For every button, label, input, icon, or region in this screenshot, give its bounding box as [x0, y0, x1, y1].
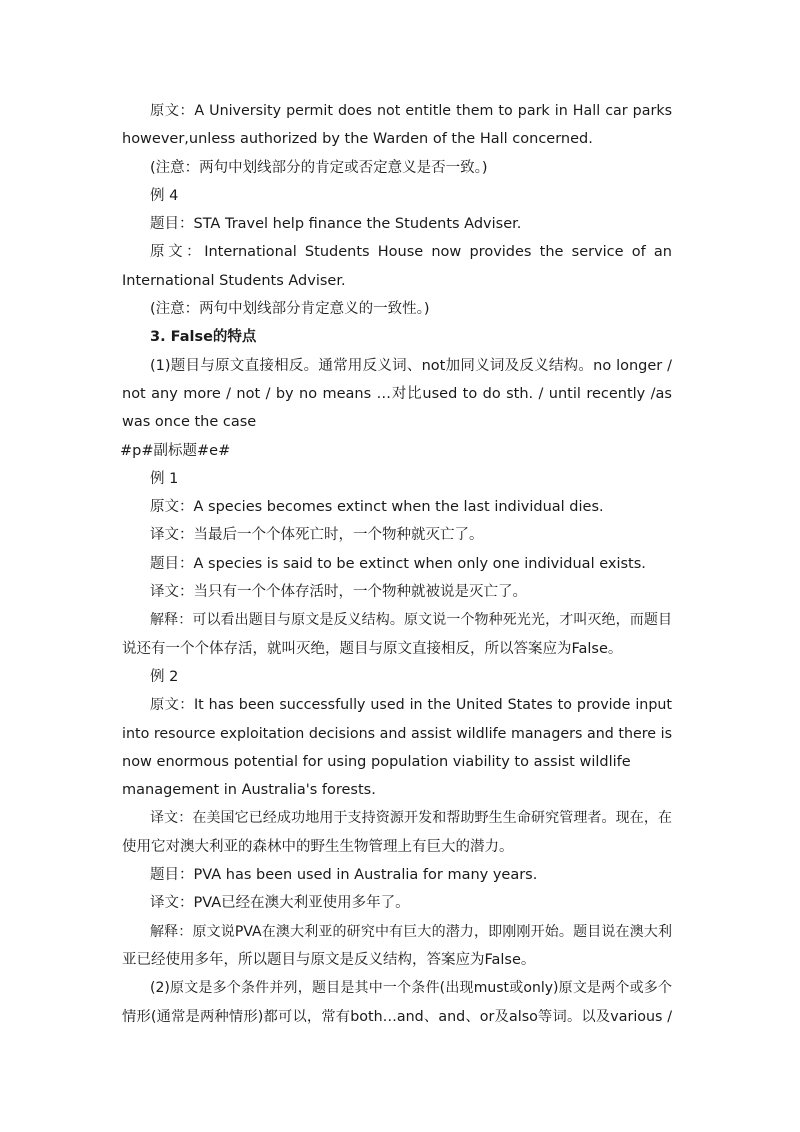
- text-line: management in Australia's forests.: [122, 782, 376, 799]
- text-line: 解释：原文说PVA在澳大利亚的研究中有巨大的潜力，即刚刚开始。题目说在澳大利: [150, 923, 672, 940]
- example-heading: 例 2: [150, 668, 179, 685]
- text-line: 使用它对澳大利亚的森林中的野生生物管理上有巨大的潜力。: [122, 838, 514, 855]
- text-line: 原文：International Students House now provides the service of an: [150, 244, 672, 261]
- text-line: 亚已经使用多年，所以题目与原文是反义结构，答案应为False。: [122, 951, 536, 968]
- text-line: not any more / not / by no means …对比used to do sth. / until recently /as: [122, 385, 672, 402]
- subtitle-marker: #p#副标题#e#: [120, 442, 231, 459]
- text-line: 译文：在美国它已经成功地用于支持资源开发和帮助野生生命研究管理者。现在，在: [150, 810, 672, 827]
- text-line: 原文：A University permit does not entitle them to park in Hall car parks: [150, 103, 672, 119]
- text-line: now enormous potential for using population viability to assist wildlife: [122, 753, 631, 770]
- text-line: 情形(通常是两种情形)都可以，常有both…and、and、or及also等词。以及various /: [122, 1008, 672, 1025]
- text-line: 译文：PVA已经在澳大利亚使用多年了。: [150, 895, 410, 912]
- text-line: (1)题目与原文直接相反。通常用反义词、not加同义词及反义结构。no longer /: [150, 357, 672, 374]
- text-line: 原文：A species becomes extinct when the last individual dies.: [150, 499, 604, 516]
- text-line: was once the case: [122, 414, 257, 431]
- text-line: 题目：STA Travel help finance the Students Adviser.: [150, 216, 522, 233]
- example-heading: 例 1: [150, 470, 179, 487]
- text-line: however,unless authorized by the Warden of the Hall concerned.: [122, 131, 593, 148]
- text-line: 说还有一个个体存活，就叫灭绝，题目与原文直接相反，所以答案应为False。: [122, 640, 623, 657]
- text-line: (2)原文是多个条件并列，题目是其中一个条件(出现must或only)原文是两个或多个: [150, 980, 672, 997]
- text-line: 题目：PVA has been used in Australia for many years.: [150, 867, 538, 884]
- text-line: (注意：两句中划线部分的肯定或否定意义是否一致。): [150, 159, 488, 176]
- text-line: (注意：两句中划线部分肯定意义的一致性。): [150, 301, 430, 318]
- text-line: 译文：当最后一个个体死亡时，一个物种就灭亡了。: [150, 527, 484, 544]
- text-line: 题目：A species is said to be extinct when only one individual exists.: [150, 555, 646, 572]
- text-line: International Students Adviser.: [122, 272, 346, 289]
- text-line: 原文：It has been successfully used in the United States to provide input: [150, 697, 672, 714]
- example-heading: 例 4: [150, 187, 179, 204]
- text-line: into resource exploitation decisions and assist wildlife managers and there is: [122, 725, 672, 742]
- text-line: 译文：当只有一个个体存活时，一个物种就被说是灭亡了。: [150, 584, 527, 601]
- document-body: [122, 97, 672, 1031]
- text-line: 解释：可以看出题目与原文是反义结构。原文说一个物种死光光，才叫灭绝，而题目: [150, 612, 672, 629]
- section-heading: 3. False的特点: [150, 329, 257, 346]
